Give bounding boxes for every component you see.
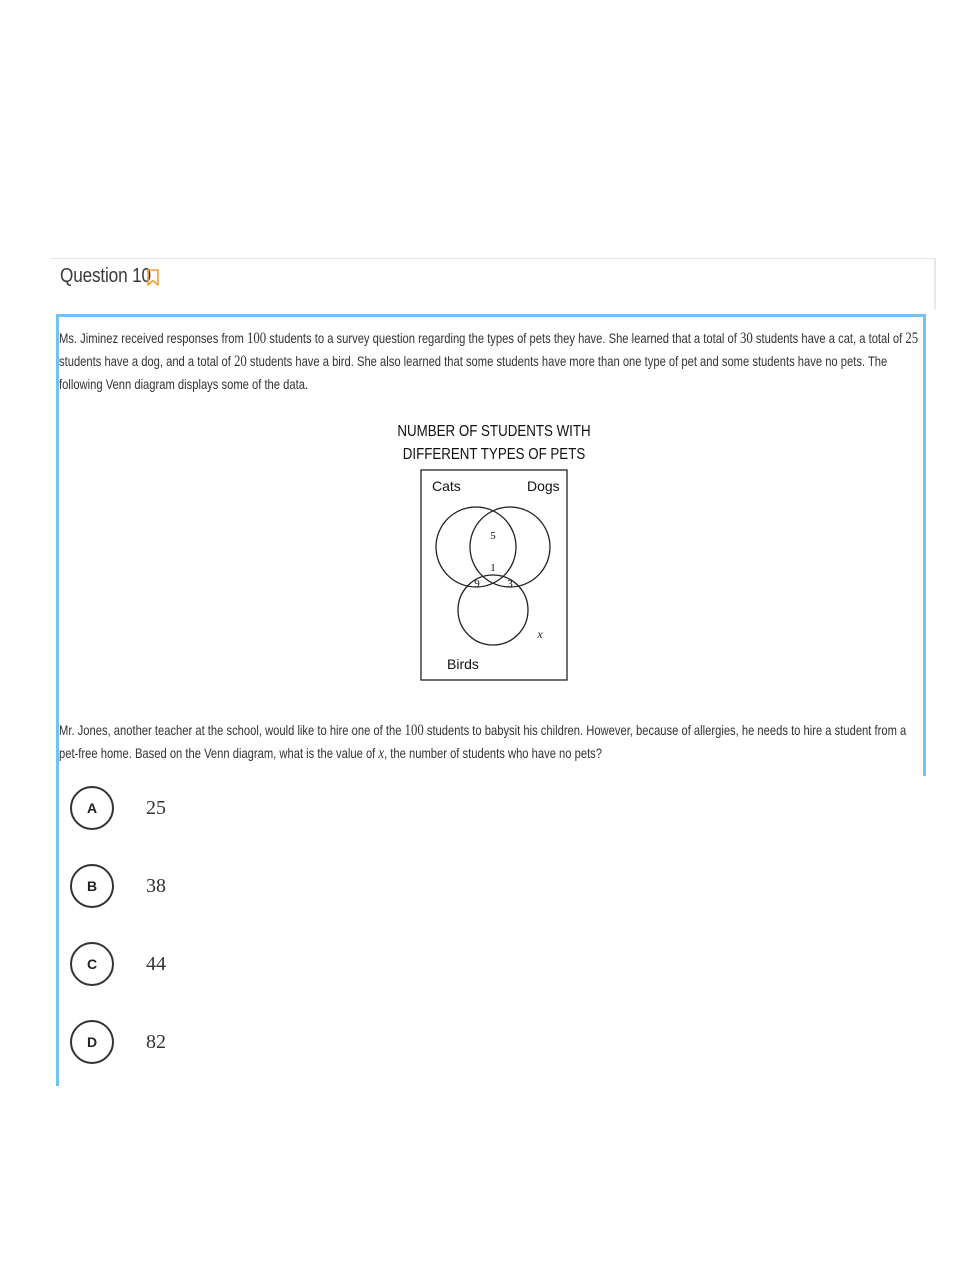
para1-number: 100 <box>246 330 267 347</box>
para2-number: 100 <box>404 722 424 739</box>
question-paragraph-1 <box>59 327 927 395</box>
question-body <box>56 314 926 776</box>
choice-c[interactable] <box>70 942 370 990</box>
choices-accent-bar <box>56 776 59 1086</box>
para1-text: students to a survey question regarding the types of pets they have. She learned that a total of <box>266 330 740 346</box>
para1-number: 25 <box>905 330 919 347</box>
para1-text: students have a bird. She also learned that some students have more than one type of pet and some students have no pets. The following Venn diagram displays some of the data. <box>59 353 888 392</box>
choice-d[interactable] <box>70 1020 370 1068</box>
choice-value: 82 <box>146 1031 166 1053</box>
choice-letter-badge[interactable]: B <box>70 864 114 908</box>
venn-title-line-1: NUMBER OF STUDENTS WITH <box>397 423 591 440</box>
venn-label-cats: Cats <box>432 478 461 494</box>
choice-value: 44 <box>146 953 166 975</box>
venn-label-birds: Birds <box>447 656 479 672</box>
choice-letter-badge[interactable]: D <box>70 1020 114 1064</box>
choice-letter-badge[interactable]: A <box>70 786 114 830</box>
venn-value-dogs-birds: 3 <box>507 578 513 590</box>
question-title: Question 10 <box>60 265 151 287</box>
venn-label-dogs: Dogs <box>527 478 560 494</box>
para2-number: x <box>378 745 385 762</box>
para2-text: students to babysit his children. However, because of allergies, he needs to hire a student from a pet-free home. Based on the Venn diagram, what is the value of <box>59 722 907 761</box>
choice-value: 38 <box>146 875 166 897</box>
venn-value-all-three: 1 <box>490 562 496 574</box>
question-header <box>50 258 936 309</box>
choice-value: 25 <box>146 797 166 819</box>
choice-b[interactable] <box>70 864 370 912</box>
para1-text: students have a dog, and a total of <box>59 353 234 369</box>
venn-circle-dogs <box>470 507 550 587</box>
venn-diagram <box>420 469 570 684</box>
bookmark-icon[interactable] <box>146 269 160 287</box>
para2-text: , the number of students who have no pets? <box>384 745 603 761</box>
venn-diagram-title <box>395 420 593 466</box>
venn-value-cats-dogs: 5 <box>490 530 496 542</box>
venn-value-outside: x <box>537 627 543 641</box>
venn-value-cats-birds: 9 <box>474 578 480 590</box>
para2-text: Mr. Jones, another teacher at the school, would like to hire one of the <box>59 722 405 738</box>
para1-text: students have a cat, a total of <box>752 330 906 346</box>
para1-number: 30 <box>739 330 753 347</box>
venn-circle-cats <box>436 507 516 587</box>
question-paragraph-2 <box>59 719 927 765</box>
para1-text: Ms. Jiminez received responses from <box>59 330 247 346</box>
venn-circle-birds <box>458 575 528 645</box>
choice-letter-badge[interactable]: C <box>70 942 114 986</box>
venn-title-line-2: DIFFERENT TYPES OF PETS <box>402 446 586 463</box>
para1-number: 20 <box>233 353 247 370</box>
choice-a[interactable] <box>70 786 370 834</box>
